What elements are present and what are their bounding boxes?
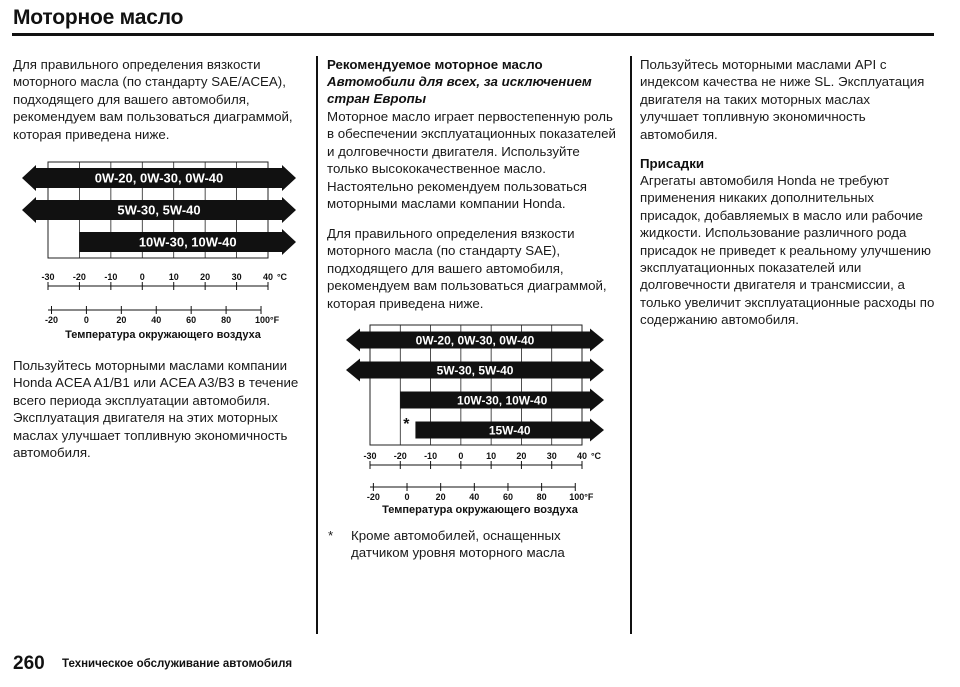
col3-para2: Агрегаты автомобиля Honda не требуют применения никаких дополнительных присадок, добавляемых в масло или рабочие жидкости. Использование различного рода присадок не приведет к реальному улучшению эксплуатационных показателей или долговечности двигателя и трансмиссии, а только увеличит эксплуатационные расходы по содержанию автомобиля. — [640, 173, 935, 328]
celsius-tick-label: 0 — [458, 451, 464, 461]
bar-asterisk: * — [403, 416, 410, 433]
fahrenheit-tick-label: 80 — [221, 315, 232, 323]
celsius-tick-label: -20 — [393, 451, 407, 461]
fahrenheit-tick-label: -20 — [366, 492, 380, 502]
celsius-tick-label: 10 — [168, 272, 179, 282]
celsius-tick-label: 40 — [262, 272, 274, 282]
celsius-tick-label: 40 — [576, 451, 588, 461]
viscosity-bar-label: 5W-30, 5W-40 — [436, 363, 514, 378]
page-title: Моторное масло — [13, 6, 184, 29]
col2-subheading: Автомобили для всех, за исключением стран Европы — [327, 74, 592, 107]
fahrenheit-tick-label: 80 — [536, 492, 547, 502]
viscosity-bar-label: 15W-40 — [488, 423, 531, 438]
celsius-unit: °C — [590, 451, 602, 461]
fahrenheit-tick-label: 100°F — [569, 492, 594, 502]
celsius-tick-label: 20 — [200, 272, 211, 282]
header-rule — [12, 33, 934, 36]
celsius-tick-label: 20 — [516, 451, 527, 461]
footnote: Кроме автомобилей, оснащенных датчиком уровня моторного масла — [351, 528, 565, 561]
celsius-tick-label: 30 — [546, 451, 557, 461]
celsius-tick-label: -30 — [41, 272, 55, 282]
celsius-tick-label: -10 — [424, 451, 438, 461]
column-divider — [630, 56, 632, 634]
celsius-tick-label: -10 — [104, 272, 118, 282]
celsius-unit: °C — [276, 272, 288, 282]
fahrenheit-tick-label: 0 — [404, 492, 410, 502]
col1-after: Пользуйтесь моторными маслами компании Honda ACEA A1/B1 или ACEA A3/B3 в течение всего периода эксплуатации автомобиля. Эксплуатация двигателя на этих моторных маслах улучшает топливную экономичность автомобиля. — [13, 358, 299, 461]
col2-para1: Моторное масло играет первостепенную роль в обеспечении эксплуатационных показателей и долговечности двигателя. Используйте только высококачественное масло. Настоятельно рекомендуем пользоваться моторными маслами компании Honda. — [327, 109, 616, 212]
fahrenheit-tick-label: 60 — [502, 492, 513, 502]
footer-section: Техническое обслуживание автомобиля — [62, 658, 293, 670]
fahrenheit-tick-label: 0 — [83, 315, 89, 323]
chart1-caption: Температура окружающего воздуха — [65, 329, 261, 341]
viscosity-chart-2 — [344, 322, 616, 502]
col1-intro: Для правильного определения вязкости моторного масла (по стандарту SAE/ACEA), подходящего для вашего автомобиля, рекомендуем вам пользоваться диаграммой, которая приведена ниже. — [13, 57, 293, 142]
fahrenheit-tick-label: 40 — [469, 492, 480, 502]
chart2-caption: Температура окружающего воздуха — [382, 504, 578, 516]
celsius-tick-label: -30 — [363, 451, 377, 461]
column-divider — [316, 56, 318, 634]
celsius-tick-label: 0 — [139, 272, 145, 282]
col3-para1: Пользуйтесь моторными маслами API с индексом качества не ниже SL. Эксплуатация двигателя на таких моторных маслах улучшает топливную экономичность автомобиля. — [640, 57, 925, 142]
col3-heading: Присадки — [640, 156, 705, 171]
celsius-tick-label: 10 — [486, 451, 497, 461]
viscosity-bar-label: 0W-20, 0W-30, 0W-40 — [94, 170, 224, 186]
celsius-tick-label: -20 — [72, 272, 86, 282]
col2-heading: Рекомендуемое моторное масло — [327, 57, 543, 72]
viscosity-bar-label: 5W-30, 5W-40 — [117, 202, 201, 218]
col2-para2: Для правильного определения вязкости моторного масла (по стандарту SAE), подходящего для вашего автомобиля, рекомендуем вам пользоваться диаграммой, которая приведена ниже. — [327, 226, 607, 311]
viscosity-bar-label: 10W-30, 10W-40 — [138, 234, 237, 250]
viscosity-chart-1 — [18, 158, 308, 323]
viscosity-bar-label: 10W-30, 10W-40 — [457, 393, 548, 408]
fahrenheit-tick-label: 60 — [186, 315, 197, 323]
fahrenheit-tick-label: -20 — [44, 315, 58, 323]
viscosity-bar-label: 0W-20, 0W-30, 0W-40 — [415, 333, 535, 348]
page-number: 260 — [13, 653, 45, 674]
fahrenheit-tick-label: 100°F — [254, 315, 280, 323]
fahrenheit-tick-label: 20 — [116, 315, 127, 323]
note-asterisk: * — [328, 528, 334, 543]
fahrenheit-tick-label: 40 — [151, 315, 162, 323]
fahrenheit-tick-label: 20 — [435, 492, 446, 502]
celsius-tick-label: 30 — [231, 272, 242, 282]
